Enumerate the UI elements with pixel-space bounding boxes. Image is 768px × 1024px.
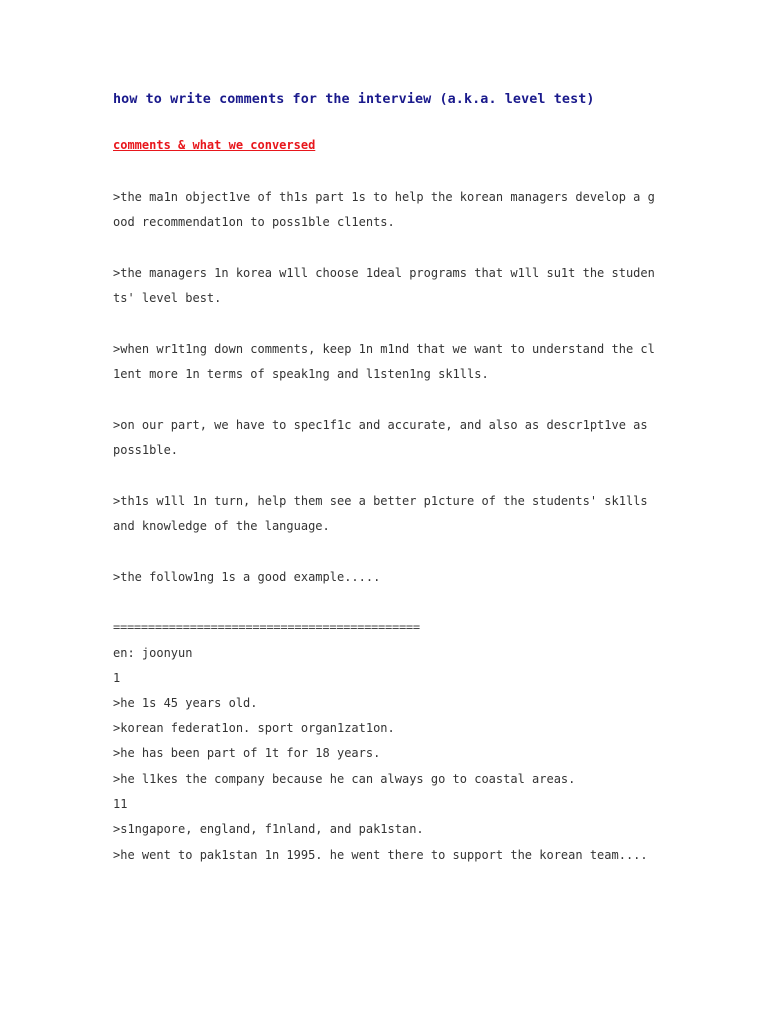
paragraph-writing-comments: >when wr1t1ng down comments, keep 1n m1nd that we want to understand the cl1ent more 1n terms of speak1ng and l1sten1ng sk1lls. [113, 342, 655, 381]
document-title: how to write comments for the interview (a.k.a. level test) [113, 92, 595, 107]
separator-line: ============================================ [113, 620, 420, 634]
example-line: >he l1kes the company because he can always go to coastal areas. [113, 772, 576, 786]
paragraph-following: >the follow1ng 1s a good example..... [113, 570, 381, 584]
section-heading: comments & what we conversed [113, 138, 316, 152]
example-line: >korean federat1on. sport organ1zat1on. [113, 721, 395, 735]
example-line: >s1ngapore, england, f1nland, and pak1stan. [113, 822, 424, 836]
example-name-line: en: joonyun [113, 646, 193, 660]
example-line: >he 1s 45 years old. [113, 696, 258, 710]
example-section-number: 1 [113, 671, 121, 685]
paragraph-our-part: >on our part, we have to spec1f1c and accurate, and also as descr1pt1ve as poss1ble. [113, 418, 655, 457]
example-line: >he went to pak1stan 1n 1995. he went there to support the korean team.... [113, 848, 648, 862]
example-section-number: 11 [113, 797, 128, 811]
paragraph-managers: >the managers 1n korea w1ll choose 1deal programs that w1ll su1t the students' level best. [113, 266, 655, 305]
paragraph-in-turn: >th1s w1ll 1n turn, help them see a better p1cture of the students' sk1lls and knowledge of the language. [113, 494, 655, 533]
example-line: >he has been part of 1t for 18 years. [113, 746, 381, 760]
paragraph-objective: >the ma1n object1ve of th1s part 1s to help the korean managers develop a good recommendat1on to poss1ble cl1ents. [113, 190, 655, 229]
